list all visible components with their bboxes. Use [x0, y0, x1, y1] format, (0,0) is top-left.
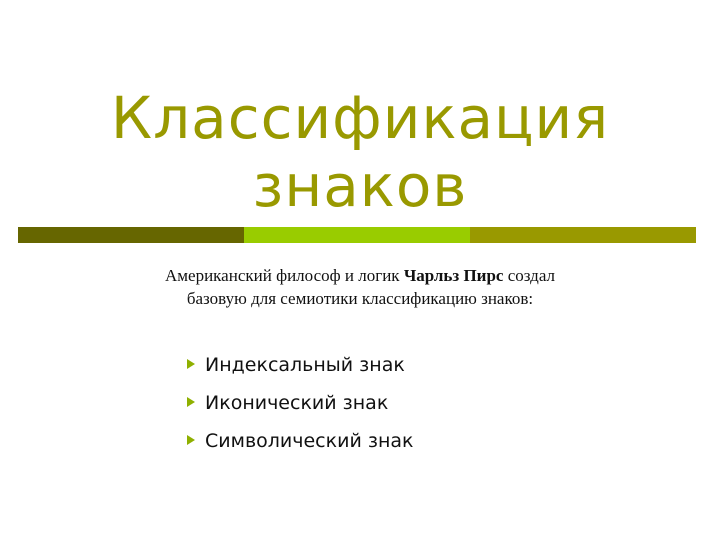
bullet-label: Иконический знак: [205, 392, 389, 414]
slide-title: [0, 84, 720, 220]
intro-part-1: Американский философ и логик: [165, 266, 404, 285]
decorative-divider: [18, 227, 696, 243]
bullet-list: [187, 346, 413, 460]
bullet-item: [187, 422, 413, 460]
divider-segment-dark: [18, 227, 244, 243]
intro-part-2: создал: [503, 266, 555, 285]
bullet-item: [187, 346, 413, 384]
divider-segment-olive: [470, 227, 696, 243]
title-line-1: Классификация: [110, 84, 610, 152]
arrow-bullet-icon: [187, 359, 195, 369]
title-line-2: знаков: [252, 152, 468, 220]
bullet-label: Символический знак: [205, 430, 414, 452]
intro-line-2: базовую для семиотики классификацию знаков:: [186, 289, 534, 308]
bullet-item: [187, 384, 413, 422]
divider-segment-light: [244, 227, 470, 243]
arrow-bullet-icon: [187, 397, 195, 407]
intro-name: Чарльз Пирс: [403, 266, 504, 285]
intro-text: [90, 264, 630, 310]
arrow-bullet-icon: [187, 435, 195, 445]
bullet-label: Индексальный знак: [205, 354, 405, 376]
